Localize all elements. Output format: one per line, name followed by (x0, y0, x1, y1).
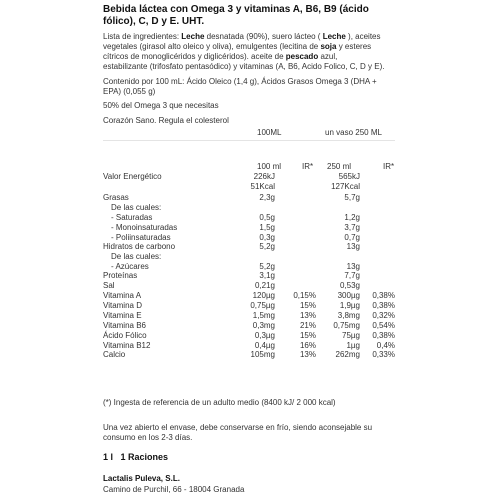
storage-line-2: consumo en los 2-3 días. (103, 433, 193, 442)
reference-footnote: (*) Ingesta de referencia de un adulto medio (8400 kJ/ 2 000 kcal) (103, 398, 336, 407)
nutrient-label: Valor Energético (103, 172, 162, 181)
value-250ml: 0,75mg (333, 321, 360, 330)
ingredients-text: azul, (318, 52, 338, 61)
value-100ml: 0,5g (259, 213, 275, 222)
nutrient-label: - Monoinsaturadas (111, 223, 178, 232)
value-100ml: 0,3mg (252, 321, 275, 330)
storage-line-1: Una vez abierto el envase, debe conservarse en frío, siendo aconsejable su (103, 423, 373, 432)
value-250ml: 300µg (337, 291, 360, 300)
value-100ml: 0,21g (254, 281, 275, 290)
nutrient-label: Proteínas (103, 271, 138, 280)
column-header-100ml: 100ML (257, 128, 282, 137)
value-250ml: 75µg (342, 331, 360, 340)
allergen-leche: Leche (181, 32, 205, 41)
subheader-ir-1: IR* (302, 162, 314, 171)
ingredients-text: ), aceites (345, 32, 381, 41)
nutrient-label: Vitamina D (103, 301, 142, 310)
ir-250ml: 0,54% (372, 321, 395, 330)
nutrient-label: - Azúcares (111, 262, 149, 271)
ir-250ml: 0,38% (372, 301, 395, 310)
value-250ml: 1,2g (344, 213, 360, 222)
table-divider (103, 140, 395, 141)
ingredients-line-2 (103, 42, 371, 52)
allergen-soja: soja (320, 42, 337, 51)
ir-100ml: 21% (299, 321, 316, 330)
value-250ml: 7,7g (344, 271, 360, 280)
value-250ml: 127Kcal (331, 182, 360, 191)
value-100ml: 5,2g (259, 262, 275, 271)
ir-100ml: 13% (299, 350, 316, 359)
company-name: Lactalis Puleva, S.L. (103, 474, 180, 483)
portions-value: 1 l (103, 452, 114, 462)
heart-claim: Corazón Sano. Regula el colesterol (103, 116, 229, 125)
nutrient-label: De las cuales: (111, 252, 162, 261)
value-100ml: 0,75µg (250, 301, 275, 310)
subheader-100ml: 100 ml (257, 162, 282, 171)
value-250ml: 0,7g (344, 233, 360, 242)
value-100ml: 1,5mg (252, 311, 275, 320)
omega-claim: 50% del Omega 3 que necesitas (103, 101, 219, 110)
ir-250ml: 0,33% (372, 350, 395, 359)
subheader-ir-2: IR* (383, 162, 395, 171)
nutrient-label: Grasas (103, 193, 129, 202)
nutrient-label: - Poliinsaturadas (111, 233, 171, 242)
ir-250ml: 0,38% (372, 331, 395, 340)
nutrient-label: Hidratos de carbono (103, 242, 176, 251)
value-250ml: 565kJ (338, 172, 360, 181)
ingredients-line-1 (103, 32, 381, 42)
value-250ml: 3,8mg (337, 311, 360, 320)
ingredients-line-4: estabilizante (trifosfato pentasódico) y vitaminas (A, B6, Acido Folico, C, D y E). (103, 62, 385, 71)
nutrient-label: De las cuales: (111, 203, 162, 212)
nutrient-label: Vitamina B6 (103, 321, 146, 330)
product-title-line-1: Bebida láctea con Omega 3 y vitaminas A, B6, B9 (ácido (103, 4, 369, 15)
allergen-pescado: pescado (285, 52, 319, 61)
nutrient-label: Ácido Fólico (103, 331, 147, 340)
value-100ml: 0,3µg (254, 331, 275, 340)
column-header-250ml: un vaso 250 ML (325, 128, 382, 137)
nutrient-label: Vitamina E (103, 311, 142, 320)
subheader-250ml: 250 ml (327, 162, 352, 171)
nutrient-label: Sal (103, 281, 115, 290)
ir-100ml: 15% (299, 331, 316, 340)
value-100ml: 1,5g (259, 223, 275, 232)
value-250ml: 3,7g (344, 223, 360, 232)
ingredients-text: cítricos de monoglicéridos y diglicéridos). aceite de (103, 52, 286, 61)
ir-100ml: 0,15% (293, 291, 316, 300)
value-100ml: 5,2g (259, 242, 275, 251)
value-100ml: 105mg (250, 350, 275, 359)
nutrient-label: Calcio (103, 350, 126, 359)
portions-label: 1 Raciones (120, 452, 169, 462)
value-100ml: 3,1g (259, 271, 275, 280)
value-100ml: 226kJ (253, 172, 275, 181)
ingredients-line-3 (103, 52, 337, 62)
ingredients-text: vegetales (girasol alto oleico y oliva), emulgentes (lecitina de (103, 42, 321, 51)
ingredients-label: Lista de ingredientes: (103, 32, 182, 41)
value-250ml: 1µg (346, 341, 360, 350)
value-100ml: 0,4µg (254, 341, 275, 350)
nutrient-label: Vitamina A (103, 291, 142, 300)
ingredients-text: desnatada (90%), suero lácteo ( (204, 32, 323, 41)
product-title-line-2: fólico), C, D y E. UHT. (103, 16, 205, 27)
content-line-2: EPA) (0,055 g) (103, 87, 156, 96)
value-100ml: 2,3g (259, 193, 275, 202)
value-250ml: 5,7g (344, 193, 360, 202)
ir-100ml: 16% (299, 341, 316, 350)
ir-100ml: 13% (299, 311, 316, 320)
value-250ml: 13g (346, 242, 360, 251)
nutrient-label: - Saturadas (111, 213, 153, 222)
value-100ml: 51Kcal (250, 182, 275, 191)
value-100ml: 120µg (252, 291, 275, 300)
value-250ml: 262mg (335, 350, 360, 359)
value-100ml: 0,3g (259, 233, 275, 242)
company-address: Camino de Purchil, 66 - 18004 Granada (103, 485, 245, 494)
ir-250ml: 0,4% (376, 341, 395, 350)
ir-100ml: 15% (299, 301, 316, 310)
value-250ml: 0,53g (339, 281, 360, 290)
allergen-leche-2: Leche (322, 32, 346, 41)
value-250ml: 1,9µg (339, 301, 360, 310)
ingredients-text: y esteres (336, 42, 372, 51)
content-line-1: Contenido por 100 mL: Ácido Oleico (1,4 g), Ácidos Grasos Omega 3 (DHA + (103, 77, 377, 86)
ir-250ml: 0,38% (372, 291, 395, 300)
ir-250ml: 0,32% (372, 311, 395, 320)
nutrient-label: Vitamina B12 (103, 341, 151, 350)
portions (103, 452, 168, 462)
value-250ml: 13g (346, 262, 360, 271)
